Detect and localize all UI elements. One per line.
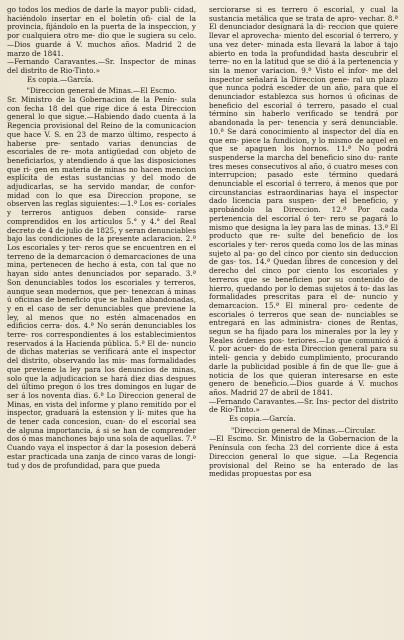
paragraph: Sr. Ministro de la Gobernacion de la Penín- sula con fecha 18 del que rige dice á esta Direccion general lo que sigue.—Habiendo dado cuenta á la Regencia provisional del Reino de la comunicacion que hace V. S. en 23 de marzo último, respecto á haberse pre- sentado varias denuncias de escoriales de re- mota antigüedad con objeto de beneficiarlos, y atendiendo á que las disposiciones que ri- gen en materia de minas no hacen mencion esplícita de estas sustancias y del modo de adjudicarlas, se ha servido mandar, de confor- midad con lo que esa Direccion propone, se observen las reglas siguientes:—1.ª Los es- coriales y terreros antiguos deben conside- rarse comprendidos en los artículos 5.° y 4.° del Real decreto de 4 de julio de 1825, y seran denunciables bajo las condiciones de la presente aclaracion. 2.ª Los escoriales y ter- reros que se encuentren en el terreno de la demarcacion ó demarcaciones de una mina, pertenecen de hecho á esta, con tal que no hayan sido antes denunciados por separado. 3.ª Son denunciables todos los escoriales y terreros, aunque sean modernos, que per- tenezcan á minas ú oficinas de beneficio que se hallen abandonadas, y en el caso de ser denunciables que previene la ley, al menos que no estén almacenados en edificios cerra- dos. 4.ª No serán denunciables los terre- ros correspondientes á los establecimientos reservados á la Hacienda pública. 5.ª El de- nuncio de dichas materias se verificará ante el inspector del distrito, observando las mis- mas formalidades que previene la ley para los denuncios de minas, solo que la adjudicacion se hará diez dias despues del último pregon ó los tres domingos en lugar de ser á los noventa dias. 6.ª Lo Direccion general de Minas, en vista del informe y plano remitido por el inspector, graduará la estension y lí- mites que ha de tener cada concesion, cuan- do el escorial sea de alguna importancia, á si se han de comprender dos ó mas manchones bajo una sola de aquellas. 7.ª Cuando vaya el inspector á dar la posesion deberá estar practicada una zanja de cinco varas de longi- tud y dos de profundidad, para que pueda xyxy=(7,95,196,470)
right-column xyxy=(209,6,398,636)
section-heading: "Direccion general de Minas.—Circular. xyxy=(231,425,376,435)
paragraph: —El Escmo. Sr. Ministro de la Gobernacion de la Península con fecha 23 del corriente dice á esta Direccion general lo que sigue. —La Regencia provisional del Reino se ha enterado de las medidas propuestas por esa xyxy=(208,434,398,479)
signature: —Fernando Caravantes.—Sr. Ins- pector del distrito de Rio-Tinto.» xyxy=(208,396,398,415)
left-column xyxy=(7,6,196,636)
paragraph: serciorarse si es terrero ó escorial, y cual la sustancia metálica que se trata de apro- vechar. 8.ª El denunciador designará la di- reccion que quiere llevar el aprovecha- miento del escorial ó terrero, y una vez deter- minada esta llevará la labor á tajo abierto en toda la profundidad hasta descubrir el terre- no en la latitud que se dió á la pertenencia y sin la menor variacion. 9.ª Visto el infor- me del inspector señalará la Direccion gene- ral un plazo que nunca podrá esceder de un año, para que el denunciador establezca sus hornos ú oficinas de beneficio del escorial ó terrero, pasado el cual término sin haberlo verificado se tendrá por abandonada la per- tenencia y será denunciable. 10.ª Se dará conocimiento al inspector del día en que em- piece la fundicion, y lo mismo de aquel en que se apaguen los hornos. 11.ª No podrá suspenderse la marcha del beneficio sino du- rante tres meses consecutivos al año, ó cuatro meses con interrupcion; pasado este término quedará denunciable el escorial ó terrero, á menos que por circunstancias estraordinarias haya el inspector dado licencia para suspen- der el beneficio, y aprobándolo la Direccion. 12.ª Por cada pertenencia del escorial ó ter- rero se pagará lo mismo que designa la ley para las de minas. 13.ª El producto que re- sulte del beneficio de los escoriales y ter- reros queda como los de las minas sujeto al pa- go del cinco por ciento sin deduccion de gas- tos. 14.ª Quedan libres de concesion y del derecho del cinco por ciento los escoriales y terreros que se beneficien por su contenido de hierro, quedando por lo demas sujetos á to- das las formalidades prescritas para el de- nuncio y demarcacion. 15.ª El mineral pro- cedente de escoriales ó terreros que sean de- nunciables se entregará en las administra- ciones de Rentas, segun se ha fijado para los minerales por la ley y Reales órdenes pos- teriores.—Lo que comunicó á V. por acuer- do de esta Direccion general para su inteli- gencia y debido cumplimiento, procurando darle la publicidad posible á fin de que lle- gue á noticia de los que quieran interesarse en este genero de beneficio.—Dios guarde á V. muchos años. Madrid 27 de abril de 1841. xyxy=(208,6,398,397)
section-heading: "Direccion general de Minas.—El Escmo. xyxy=(26,86,177,96)
paragraph: go todos los medios de darle la mayor publi- cidad, haciéndolo insertar en el boletín ofi- cial de la provincia, fijándolo en la puerta de la inspeccion, y por cualquiera otro me- dio que le sugiera su celo.—Dios guarde á V. muchos años. Madrid 2 de marzo de 1841. xyxy=(7,6,196,58)
signature: —Fernando Caravantes.—Sr. Inspector de minas del distrito de Rio-Tinto.» xyxy=(7,57,196,75)
copy-note: Es copia.—García. xyxy=(27,74,94,84)
copy-note: Es copia.—García. xyxy=(228,414,296,424)
column-gutter xyxy=(202,6,203,636)
